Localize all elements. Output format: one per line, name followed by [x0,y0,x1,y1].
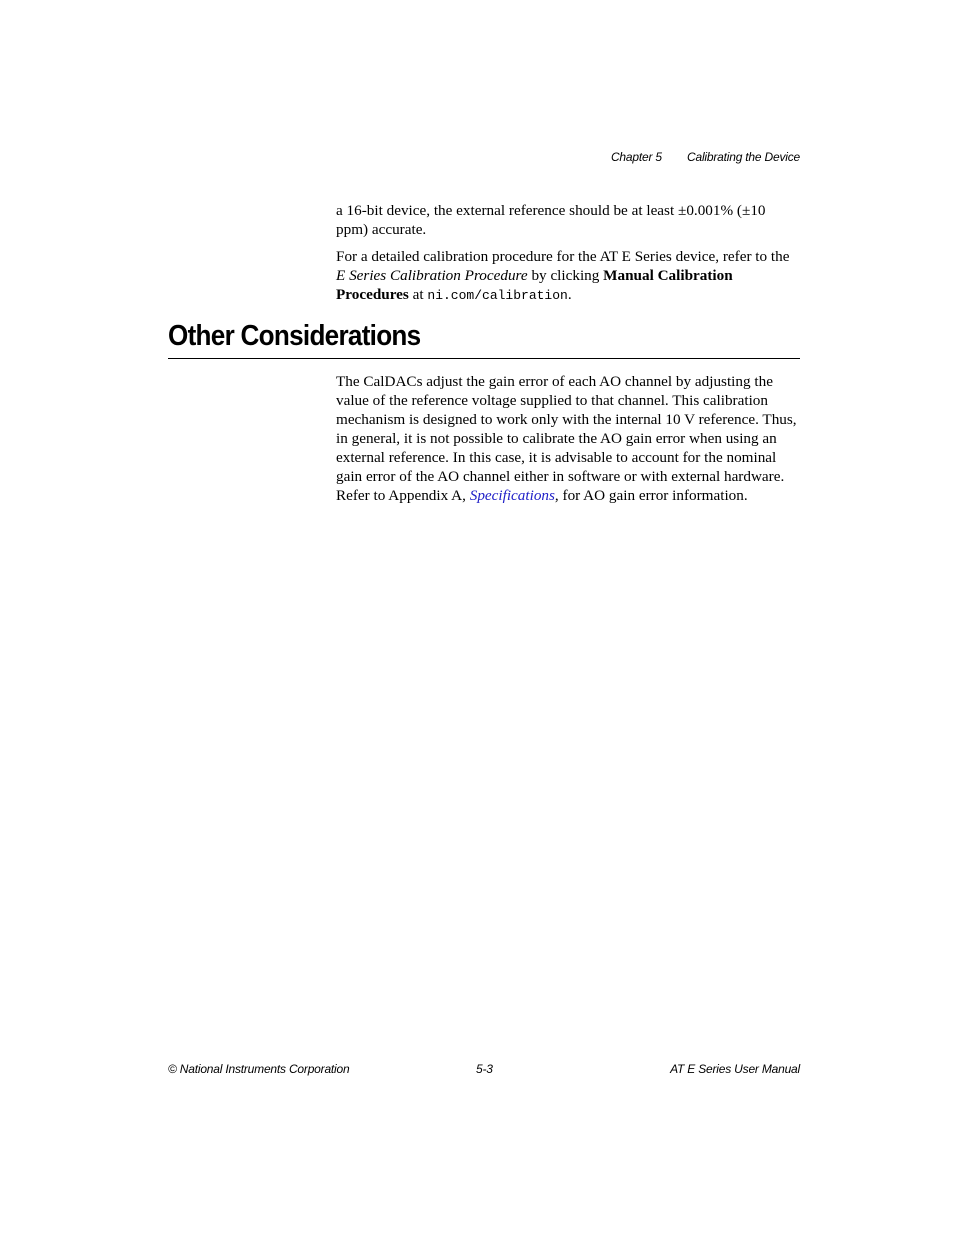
paragraph-text: a 16-bit device, the external reference should be at least ±0.001% (±10 ppm) accurate. [336,202,766,238]
paragraph-caldacs [336,372,800,505]
section-heading: Other Considerations [168,320,421,352]
paragraph-text: , for AO gain error information. [554,487,748,504]
document-title: E Series Calibration Procedure [336,267,528,284]
footer-copyright: © National Instruments Corporation [168,1062,350,1076]
paragraph-external-reference [336,201,800,239]
specifications-link[interactable]: Specifications [469,487,555,504]
page-number: 5-3 [476,1062,493,1076]
chapter-number: Chapter 5 [610,150,662,164]
manual-calibration-procedures-label: Manual Calibration Procedures [336,267,733,303]
paragraph-text: at [408,286,428,303]
paragraph-text: For a detailed calibration procedure for the AT E Series device, refer to the [336,248,790,265]
paragraph-text: by clicking [527,267,604,284]
calibration-url: ni.com/calibration [427,288,568,303]
manual-title: AT E Series User Manual [670,1062,800,1076]
running-header [611,150,800,164]
section-divider [168,358,800,359]
paragraph-text: The CalDACs adjust the gain error of each AO channel by adjusting the value of the reference voltage supplied to that channel. This calibration mechanism is designed to work only with the internal 10 V reference. Thus, in general, it is not possible to calibrate the AO gain error when using an external reference. In this case, it is advisable to account for the nominal gain error of the AO channel either in software or with external hardware. Refer to Appendix A, [336,373,797,504]
chapter-title: Calibrating the Device [687,150,800,164]
paragraph-calibration-procedure: For a detailed calibration procedure for the AT E Series device, refer to the E Series Calibration Procedure by clicking Manual Calibration Procedures at ni.com/calibration. [336,248,790,303]
